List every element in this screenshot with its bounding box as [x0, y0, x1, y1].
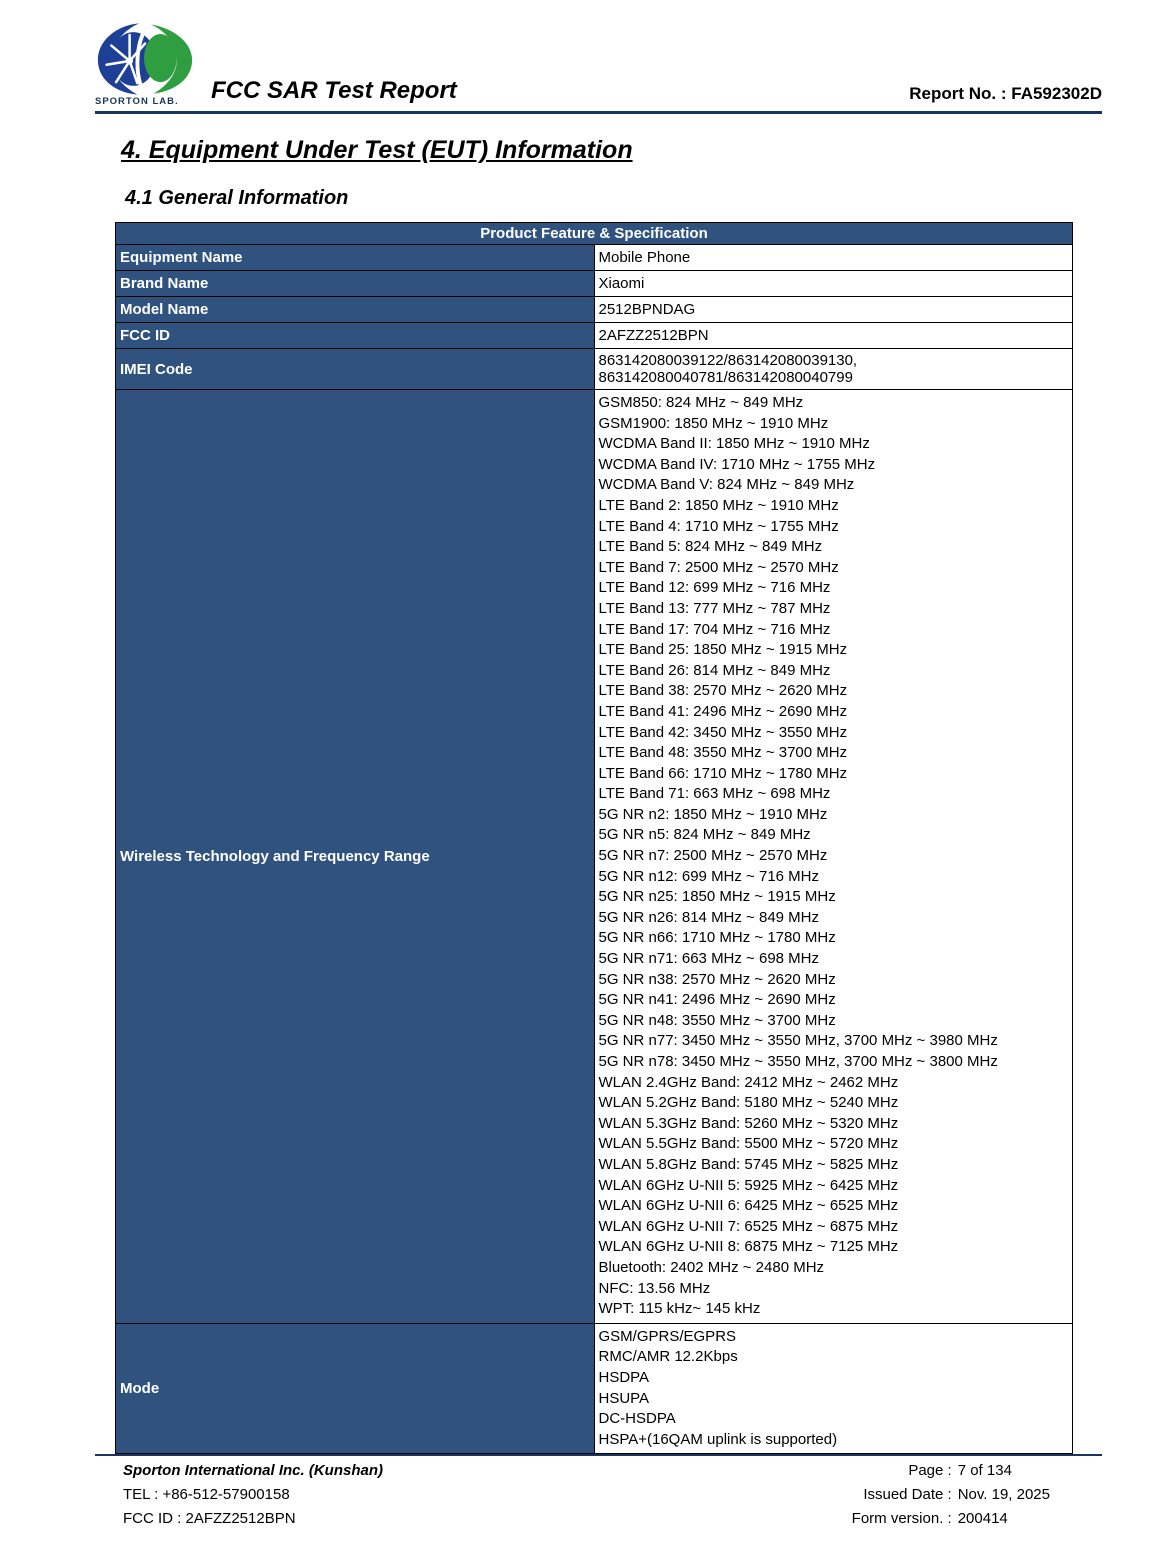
mode-line: GSM/GPRS/EGPRS [598, 1327, 737, 1345]
frequency-line: 5G NR n12: 699 MHz ~ 716 MHz [598, 867, 820, 885]
mode-line: RMC/AMR 12.2Kbps [598, 1348, 738, 1366]
logo-block [95, 22, 203, 107]
row-label: Model Name [116, 297, 595, 323]
table-row [116, 271, 1073, 297]
table-title-row [116, 223, 1073, 245]
frequency-line: 5G NR n71: 663 MHz ~ 698 MHz [598, 950, 820, 968]
wireless-label: Wireless Technology and Frequency Range [116, 390, 595, 1324]
table-title: Product Feature & Specification [116, 223, 1073, 245]
frequency-line: LTE Band 66: 1710 MHz ~ 1780 MHz [598, 764, 848, 782]
frequency-line: GSM850: 824 MHz ~ 849 MHz [598, 394, 804, 411]
row-label: Brand Name [116, 271, 595, 297]
report-header [95, 22, 1102, 114]
footer-meta-value: Nov. 19, 2025 [957, 1486, 1050, 1504]
frequency-line: LTE Band 4: 1710 MHz ~ 1755 MHz [598, 517, 839, 535]
frequency-line: WLAN 6GHz U-NII 7: 6525 MHz ~ 6875 MHz [598, 1217, 899, 1235]
mode-value [594, 1323, 1073, 1454]
table-row [116, 245, 1073, 271]
footer-meta-row [834, 1510, 1050, 1527]
frequency-line: NFC: 13.56 MHz [598, 1279, 711, 1297]
frequency-line: WLAN 5.3GHz Band: 5260 MHz ~ 5320 MHz [598, 1114, 899, 1132]
report-footer [95, 1454, 1102, 1534]
wireless-value [594, 390, 1073, 1324]
footer-meta-label: Form version. : [851, 1510, 952, 1528]
footer-meta-value: 200414 [957, 1510, 1008, 1528]
frequency-line: 5G NR n48: 3550 MHz ~ 3700 MHz [598, 1011, 836, 1029]
mode-line: HSDPA [598, 1368, 650, 1386]
frequency-line: 5G NR n77: 3450 MHz ~ 3550 MHz, 3700 MHz ~ 3980 MHz [598, 1032, 998, 1050]
row-value: 863142080039122/863142080039130, 863142080040781/863142080040799 [594, 349, 1073, 390]
frequency-line: WCDMA Band V: 824 MHz ~ 849 MHz [598, 476, 855, 494]
row-value: 2AFZZ2512BPN [594, 323, 1073, 349]
frequency-line: LTE Band 2: 1850 MHz ~ 1910 MHz [598, 496, 839, 514]
frequency-line: LTE Band 48: 3550 MHz ~ 3700 MHz [598, 744, 848, 762]
sporton-logo-icon [95, 22, 195, 96]
frequency-line: WLAN 6GHz U-NII 6: 6425 MHz ~ 6525 MHz [598, 1197, 899, 1215]
frequency-line: LTE Band 12: 699 MHz ~ 716 MHz [598, 579, 831, 597]
frequency-line: WLAN 2.4GHz Band: 2412 MHz ~ 2462 MHz [598, 1073, 899, 1091]
spec-simple-rows [116, 245, 1073, 390]
frequency-line: 5G NR n66: 1710 MHz ~ 1780 MHz [598, 929, 836, 947]
frequency-line: Bluetooth: 2402 MHz ~ 2480 MHz [598, 1258, 825, 1276]
row-value: 2512BPNDAG [594, 297, 1073, 323]
row-label: Equipment Name [116, 245, 595, 271]
subsection-heading: 4.1 General Information [125, 187, 349, 209]
frequency-line: LTE Band 38: 2570 MHz ~ 2620 MHz [598, 682, 848, 700]
footer-meta-label: Issued Date : [863, 1486, 952, 1504]
mode-line: HSPA+(16QAM uplink is supported) [598, 1430, 838, 1448]
frequency-line: 5G NR n5: 824 MHz ~ 849 MHz [598, 826, 811, 844]
row-value: Mobile Phone [594, 245, 1073, 271]
frequency-line: 5G NR n78: 3450 MHz ~ 3550 MHz, 3700 MHz ~ 3800 MHz [598, 1053, 998, 1070]
footer-meta-value: 7 of 134 [957, 1462, 1012, 1480]
frequency-line: LTE Band 25: 1850 MHz ~ 1915 MHz [598, 641, 848, 659]
table-row [116, 297, 1073, 323]
row-label: FCC ID [116, 323, 595, 349]
mode-line: HSUPA [598, 1389, 650, 1407]
frequency-line: LTE Band 26: 814 MHz ~ 849 MHz [598, 661, 831, 679]
frequency-line: WLAN 5.2GHz Band: 5180 MHz ~ 5240 MHz [598, 1094, 899, 1112]
wireless-row [116, 390, 1073, 1324]
row-label: IMEI Code [116, 349, 595, 390]
frequency-line: LTE Band 71: 663 MHz ~ 698 MHz [598, 785, 831, 803]
frequency-line: WCDMA Band IV: 1710 MHz ~ 1755 MHz [598, 455, 876, 473]
frequency-line: WLAN 6GHz U-NII 8: 6875 MHz ~ 7125 MHz [598, 1238, 899, 1256]
frequency-line: 5G NR n38: 2570 MHz ~ 2620 MHz [598, 970, 836, 988]
mode-label: Mode [116, 1323, 595, 1454]
frequency-line: 5G NR n7: 2500 MHz ~ 2570 MHz [598, 847, 828, 865]
frequency-line: 5G NR n25: 1850 MHz ~ 1915 MHz [598, 888, 836, 906]
frequency-line: WLAN 6GHz U-NII 5: 5925 MHz ~ 6425 MHz [598, 1176, 899, 1194]
footer-left [123, 1462, 383, 1534]
section-heading: 4. Equipment Under Test (EUT) Information [121, 136, 633, 164]
footer-tel: TEL : +86-512-57900158 [123, 1486, 290, 1504]
footer-fcc-id: FCC ID : 2AFZZ2512BPN [123, 1510, 296, 1528]
report-number: Report No. : FA592302D [909, 84, 1102, 103]
frequency-line: LTE Band 42: 3450 MHz ~ 3550 MHz [598, 723, 848, 741]
footer-company: Sporton International Inc. (Kunshan) [123, 1462, 383, 1480]
frequency-line: LTE Band 13: 777 MHz ~ 787 MHz [598, 599, 831, 617]
table-row [116, 349, 1073, 390]
frequency-line: WLAN 5.5GHz Band: 5500 MHz ~ 5720 MHz [598, 1135, 899, 1153]
mode-row [116, 1323, 1073, 1454]
row-value: Xiaomi [594, 271, 1073, 297]
frequency-line: LTE Band 17: 704 MHz ~ 716 MHz [598, 620, 831, 638]
mode-line: DC-HSDPA [598, 1410, 676, 1428]
frequency-line: GSM1900: 1850 MHz ~ 1910 MHz [598, 414, 829, 432]
frequency-line: WPT: 115 kHz~ 145 kHz [598, 1300, 761, 1318]
report-title: FCC SAR Test Report [211, 77, 457, 104]
frequency-line: WLAN 5.8GHz Band: 5745 MHz ~ 5825 MHz [598, 1155, 899, 1173]
footer-meta-label: Page : [908, 1462, 952, 1480]
frequency-line: 5G NR n26: 814 MHz ~ 849 MHz [598, 908, 820, 926]
frequency-line: LTE Band 7: 2500 MHz ~ 2570 MHz [598, 558, 839, 576]
frequency-line: LTE Band 41: 2496 MHz ~ 2690 MHz [598, 702, 848, 720]
frequency-line: WCDMA Band II: 1850 MHz ~ 1910 MHz [598, 435, 870, 453]
frequency-line: LTE Band 5: 824 MHz ~ 849 MHz [598, 538, 823, 556]
frequency-line: 5G NR n2: 1850 MHz ~ 1910 MHz [598, 805, 828, 823]
footer-meta-row [834, 1486, 1050, 1503]
footer-right [834, 1462, 1092, 1534]
footer-meta-row [834, 1462, 1050, 1479]
logo-caption: SPORTON LAB. [95, 96, 179, 107]
frequency-line: 5G NR n41: 2496 MHz ~ 2690 MHz [598, 991, 836, 1009]
product-spec-table [115, 222, 1073, 1454]
table-row [116, 323, 1073, 349]
